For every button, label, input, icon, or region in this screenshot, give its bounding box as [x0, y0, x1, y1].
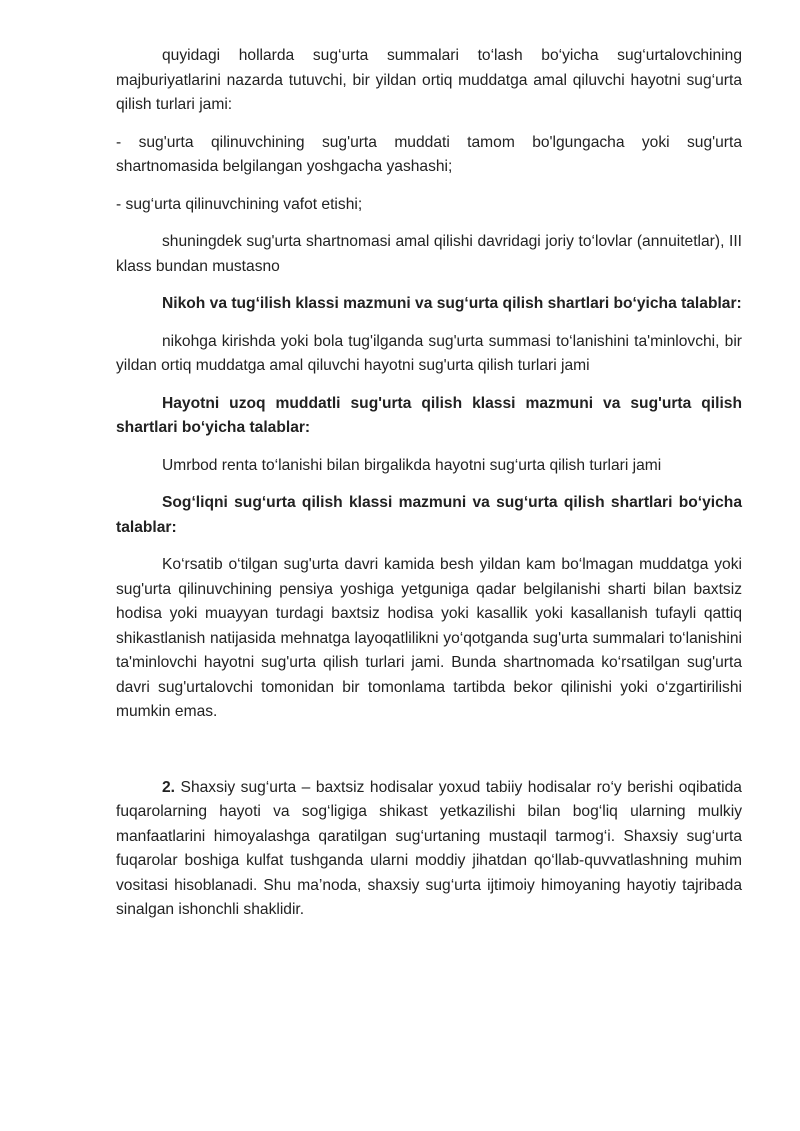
paragraph-annuities: shuningdek sug'urta shartnomasi amal qilishi davridagi joriy to‘lovlar (annuitetlar), III klass bundan mustasno [116, 233, 742, 275]
paragraph-health: Ko‘rsatib o‘tilgan sug'urta davri kamida besh yildan kam bo‘lmagan muddatga yoki sug'urta qilinuvchining pensiya yoshiga yetguniga qadar belgilanishi sharti bilan baxtsiz hodisa yoki muayyan turdagi baxtsiz hodisa yoki kasallik yoki kasallanish tufayli qattiq shikastlanish natijasida mehnatga layoqatlilikni yo‘qotganda sug'urta summalari to‘lanishini ta'minlovchi hayotni sug'urta qilish turlari jami. Bunda shartnomada ko‘rsatilgan sug'urta davri sug'urtalovchi tomonidan bir tomonlama tartibda bekor qilinishi yoki o‘zgartirilishi mumkin emas. [116, 556, 742, 720]
list-item-death: - sug‘urta qilinuvchining vafot etishi; [116, 195, 363, 213]
heading-marriage-birth-class: Nikoh va tug‘ilish klassi mazmuni va sug‘urta qilish shartlari bo‘yicha talablar: [162, 295, 742, 312]
heading-health-class: Sog‘liqni sug‘urta qilish klassi mazmuni va sug‘urta qilish shartlari bo‘yicha talablar: [116, 494, 742, 536]
heading-long-term-life-class: Hayotni uzoq muddatli sug'urta qilish klassi mazmuni va sug'urta qilish shartlari bo‘yicha talablar: [116, 394, 742, 436]
list-item-survival: - sug'urta qilinuvchining sug'urta muddati tamom bo'lgungacha yoki sug'urta shartnomasida belgilangan yoshgacha yashashi; [116, 133, 742, 175]
paragraph-lifetime-annuity: Umrbod renta to‘lanishi bilan birgalikda hayotni sug‘urta qilish turlari jami [162, 456, 662, 474]
document-page [116, 44, 742, 936]
section-number: 2. [162, 778, 176, 796]
paragraph-personal-insurance-text: Shaxsiy sug‘urta – baxtsiz hodisalar yoxud tabiiy hodisalar ro‘y berishi oqibatida fuqarolarning hayoti va sog‘ligiga shikast yetkazilishi bilan bog‘liq ularning mulkiy manfaatlarini himoyalashga qaratilgan sug‘urtaning mustaqil tarmog‘i. Shaxsiy sug‘urta fuqarolar boshiga kulfat tushganda ularni moddiy jihatdan qo‘llab-quvvatlashning muhim vositasi hisoblanadi. Shu ma’noda, shaxsiy sug‘urta ijtimoiy himoyaning hayotiy tajribada sinalgan ishonchli shaklidir. [116, 778, 742, 918]
spacer [116, 738, 742, 776]
paragraph-survival-conditions: quyidagi hollarda sug‘urta summalari to‘lash bo‘yicha sug‘urtalovchining majburiyatlarini nazarda tutuvchi, bir yildan ortiq muddatga amal qiluvchi hayotni sug‘urta qilish turlari jami: [116, 47, 742, 113]
paragraph-personal-insurance [116, 776, 742, 923]
paragraph-marriage-birth: nikohga kirishda yoki bola tug'ilganda sug'urta summasi to‘lanishini ta'minlovchi, bir yildan ortiq muddatga amal qiluvchi hayotni sug'urta qilish turlari jami [116, 332, 742, 374]
